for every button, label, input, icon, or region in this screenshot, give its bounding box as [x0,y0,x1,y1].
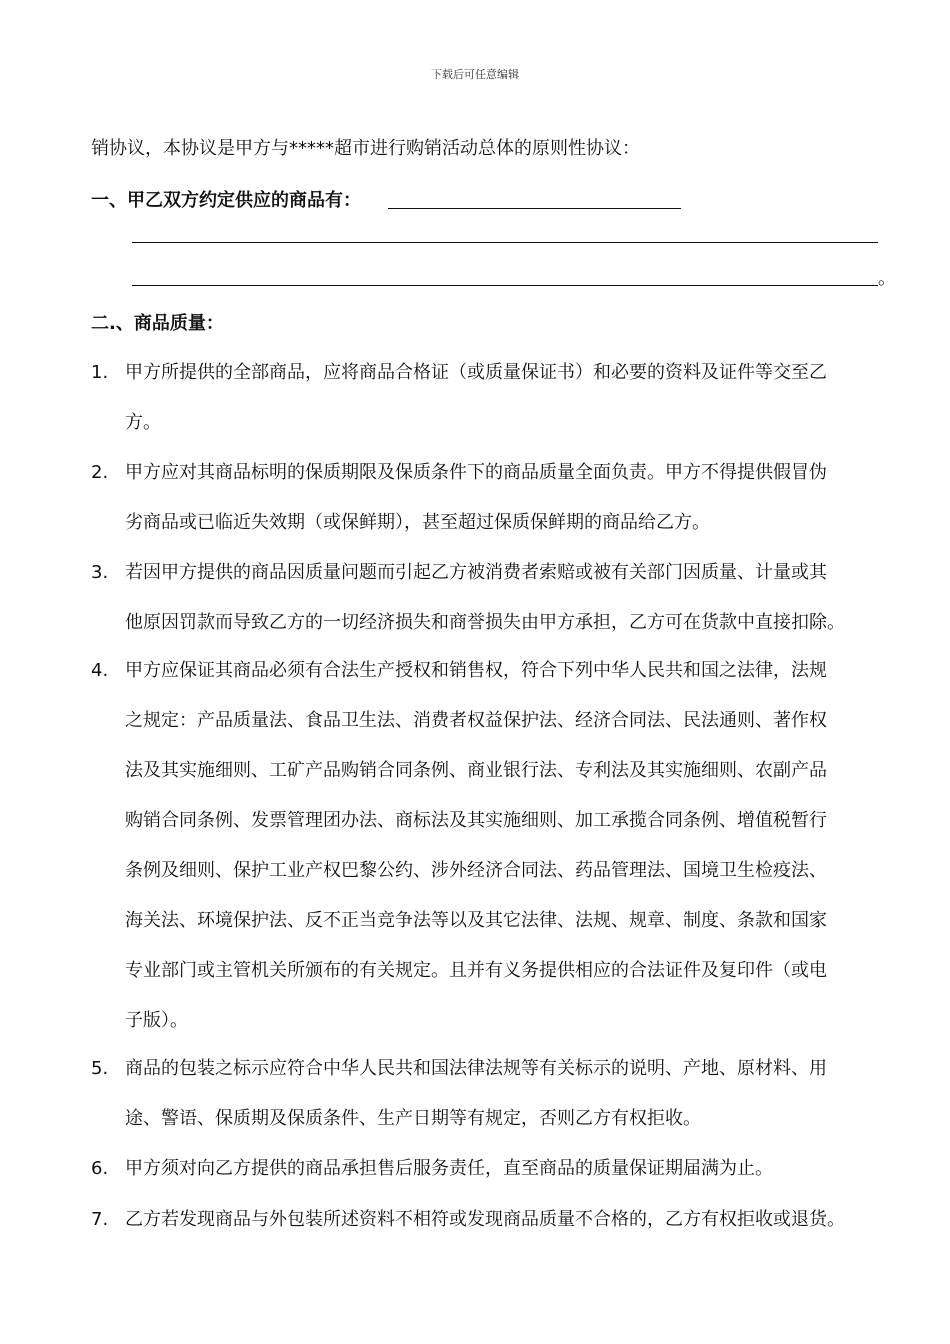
list-item-text-line: 商品的包装之标示应符合中华人民共和国法律法规等有关标示的说明、产地、原材料、用 [125,1058,827,1079]
blank-underline-3 [132,285,878,286]
list-item-text-line: 甲方应对其商品标明的保质期限及保质条件下的商品质量全面负责。甲方不得提供假冒伪 [125,462,827,483]
list-item-number: 6. [91,1158,109,1179]
list-item-text-line: 方。 [125,412,161,433]
list-item-text-line: 他原因罚款而导致乙方的一切经济损失和商誉损失由甲方承担，乙方可在货款中直接扣除。 [125,612,845,633]
section-2-title: 二.、商品质量： [91,313,224,334]
list-item-number: 2. [91,462,109,483]
list-item-number: 5. [91,1058,109,1079]
list-item-text-line: 若因甲方提供的商品因质量问题而引起乙方被消费者索赔或被有关部门因质量、计量或其 [125,562,827,583]
section-1-title: 一、甲乙双方约定供应的商品有： [91,190,361,211]
list-item-text-line: 乙方若发现商品与外包装所述资料不相符或发现商品质量不合格的，乙方有权拒收或退货。 [125,1209,845,1230]
list-item-text-line: 甲方应保证其商品必须有合法生产授权和销售权，符合下列中华人民共和国之法律，法规 [125,660,827,681]
list-item-text-line: 海关法、环境保护法、反不正当竞争法等以及其它法律、法规、规章、制度、条款和国家 [125,910,827,931]
list-item-text-line: 之规定：产品质量法、食品卫生法、消费者权益保护法、经济合同法、民法通则、著作权 [125,710,827,731]
list-item-text-line: 甲方所提供的全部商品，应将商品合格证（或质量保证书）和必要的资料及证件等交至乙 [125,362,827,383]
intro-paragraph: 销协议，本协议是甲方与*****超市进行购销活动总体的原则性协议： [91,138,640,159]
list-item-text-line: 劣商品或已临近失效期（或保鲜期），甚至超过保质保鲜期的商品给乙方。 [125,512,710,533]
section-1-end-mark: 。 [878,268,896,289]
blank-underline-2 [132,242,878,243]
list-item-number: 4. [91,660,109,681]
list-item-number: 3. [91,562,109,583]
list-item-text-line: 条例及细则、保护工业产权巴黎公约、涉外经济合同法、药品管理法、国境卫生检疫法、 [125,860,827,881]
list-item-text-line: 专业部门或主管机关所颁布的有关规定。且并有义务提供相应的合法证件及复印件（或电 [125,960,827,981]
list-item-number: 7. [91,1209,109,1230]
blank-underline-1 [388,208,681,209]
page-header: 下载后可任意编辑 [431,68,519,81]
list-item-text-line: 购销合同条例、发票管理团办法、商标法及其实施细则、加工承揽合同条例、增值税暂行 [125,810,827,831]
list-item-text-line: 甲方须对向乙方提供的商品承担售后服务责任，直至商品的质量保证期届满为止。 [125,1158,773,1179]
list-item-text-line: 子版）。 [125,1010,188,1031]
list-item-text-line: 途、警语、保质期及保质条件、生产日期等有规定，否则乙方有权拒收。 [125,1108,701,1129]
list-item-number: 1. [91,362,109,383]
list-item-text-line: 法及其实施细则、工矿产品购销合同条例、商业银行法、专利法及其实施细则、农副产品 [125,760,827,781]
